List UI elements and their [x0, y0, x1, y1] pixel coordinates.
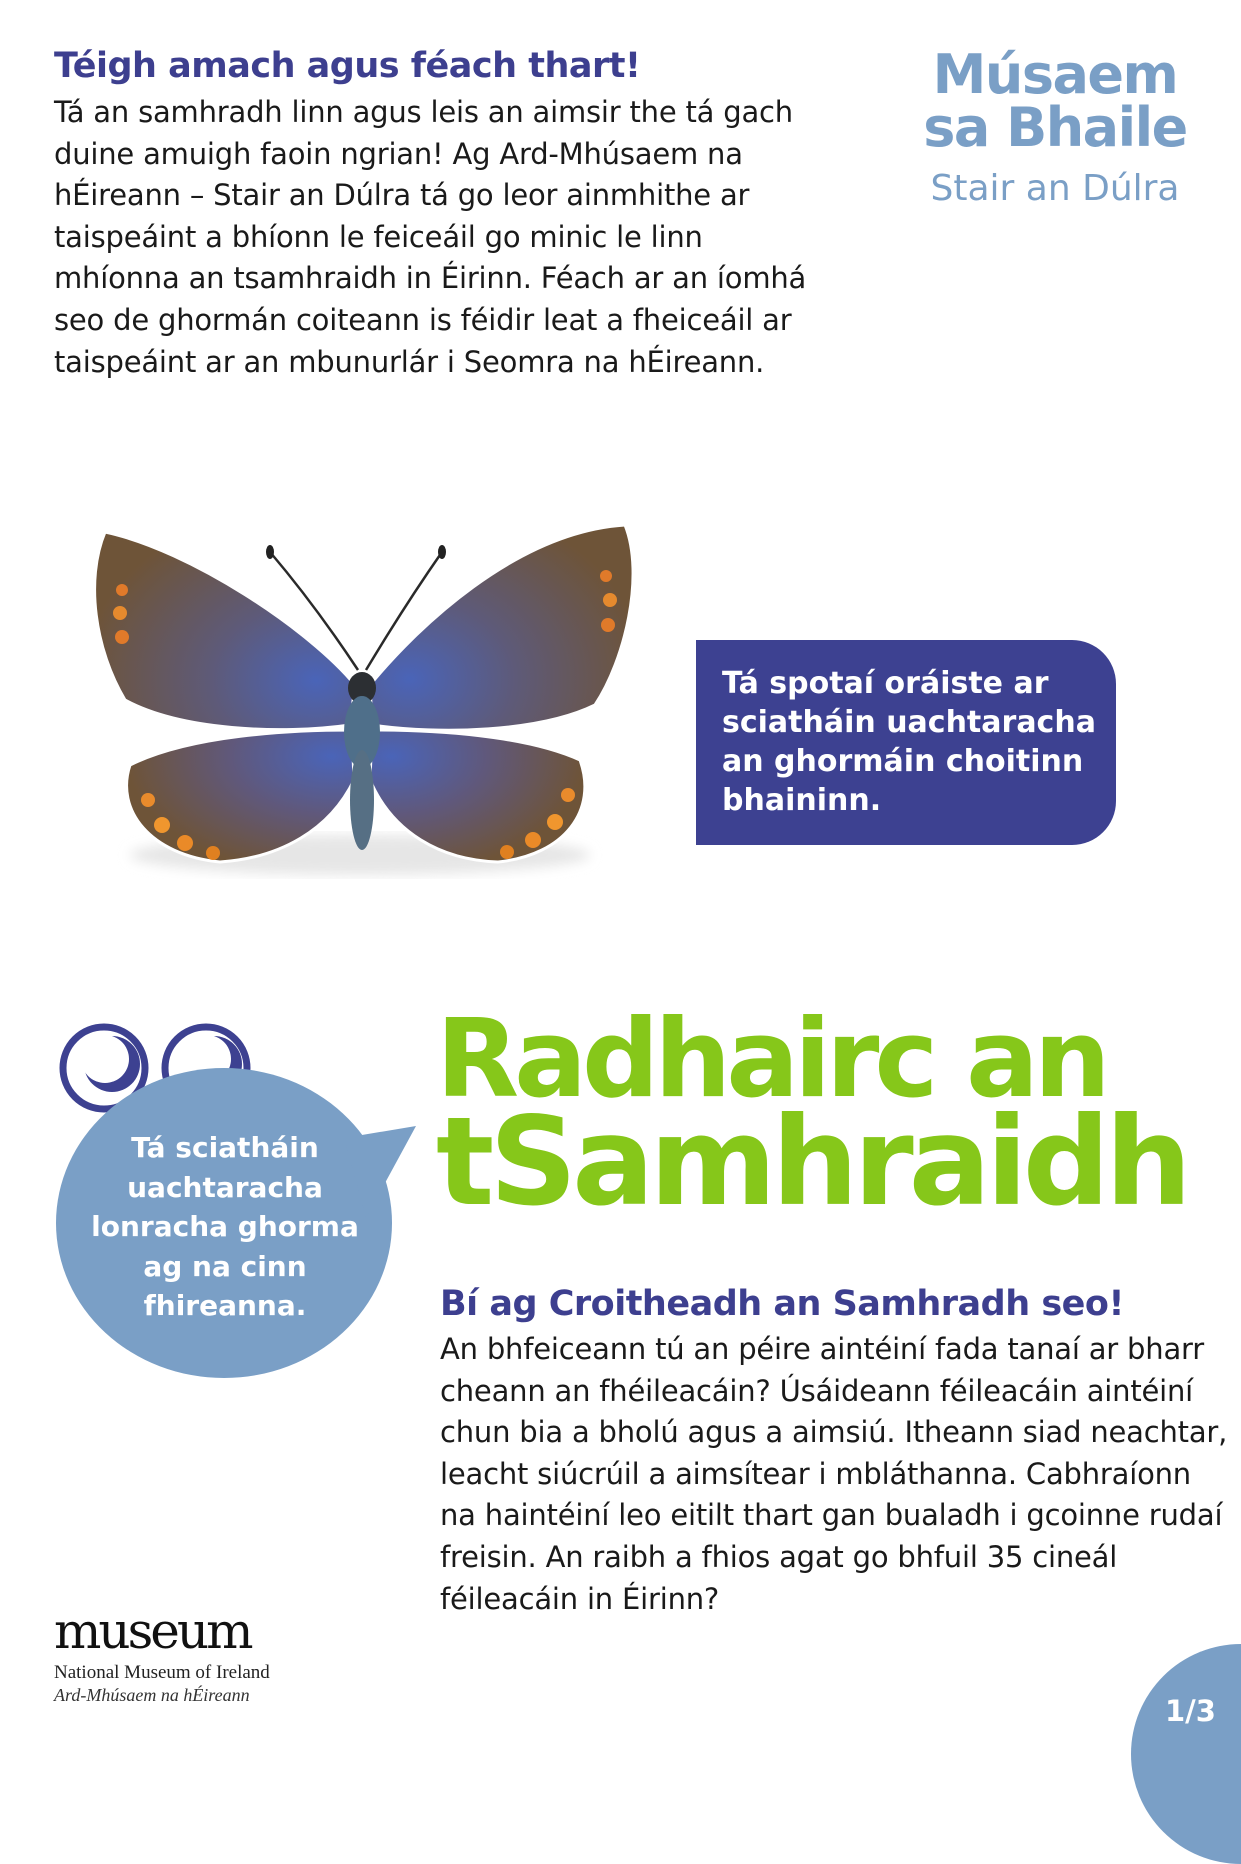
speech-bubble-text: Tá sciatháin uachtaracha lonracha ghorma ag na cinn fhireanna.	[91, 1131, 359, 1322]
museum-logo	[54, 1602, 374, 1706]
brand-subtitle: Stair an Dúlra	[930, 168, 1180, 209]
title-line-2: tSamhraidh	[436, 1091, 1187, 1233]
title-line-1: Radhairc an	[436, 997, 1106, 1122]
intro-heading: Téigh amach agus féach thart!	[54, 46, 641, 86]
callout-text: Tá spotaí oráiste ar sciatháin uachtaracha an ghormáin choitinn bhaininn.	[722, 666, 1096, 818]
logo-wordmark: museum	[54, 1602, 251, 1660]
logo-irish-name: Ard-Mhúsaem na hÉireann	[54, 1685, 250, 1705]
page-badge	[1131, 1644, 1241, 1864]
intro-body: Tá an samhradh linn agus leis an aimsir the tá gach duine amuigh faoin ngrian! Ag Ard-Mhúsaem na hÉireann – Stair an Dúlra tá go leor ainmhithe ar taispeáint a bhíonn le feiceáil go minic le linn mhíonna an tsamhraidh in Éirinn. Féach ar an íomhá seo de ghormán coiteann is féidir leat a fheiceáil ar taispeáint ar an mbunurlár i Seomra na hÉireann.	[54, 95, 807, 379]
butterfly-image	[70, 510, 650, 890]
callout-box	[696, 640, 1116, 845]
page-title	[436, 997, 1236, 1233]
page-number: 1/3	[1165, 1694, 1216, 1728]
brand-logo	[900, 43, 1210, 209]
logo-english-name: National Museum of Ireland	[54, 1662, 270, 1683]
brand-line-2: sa Bhaile	[923, 96, 1187, 159]
section-heading: Bí ag Croitheadh an Samhradh seo!	[440, 1284, 1124, 1324]
brand-line-1: Músaem	[932, 43, 1178, 106]
section-body: An bhfeiceann tú an péire aintéiní fada tanaí ar bharr cheann an fhéileacáin? Úsáideann féileacáin aintéiní chun bia a bholú agus a aimsiú. Itheann siad neachtar, leacht siúcrúil a aimsítear i mbláthanna. Cabhraíonn na haintéiní leo eitilt thart gan bualadh i gcoinne rudaí freisin. An raibh a fhios agat go bhfuil 35 cineál féileacáin in Éirinn?	[440, 1332, 1228, 1616]
